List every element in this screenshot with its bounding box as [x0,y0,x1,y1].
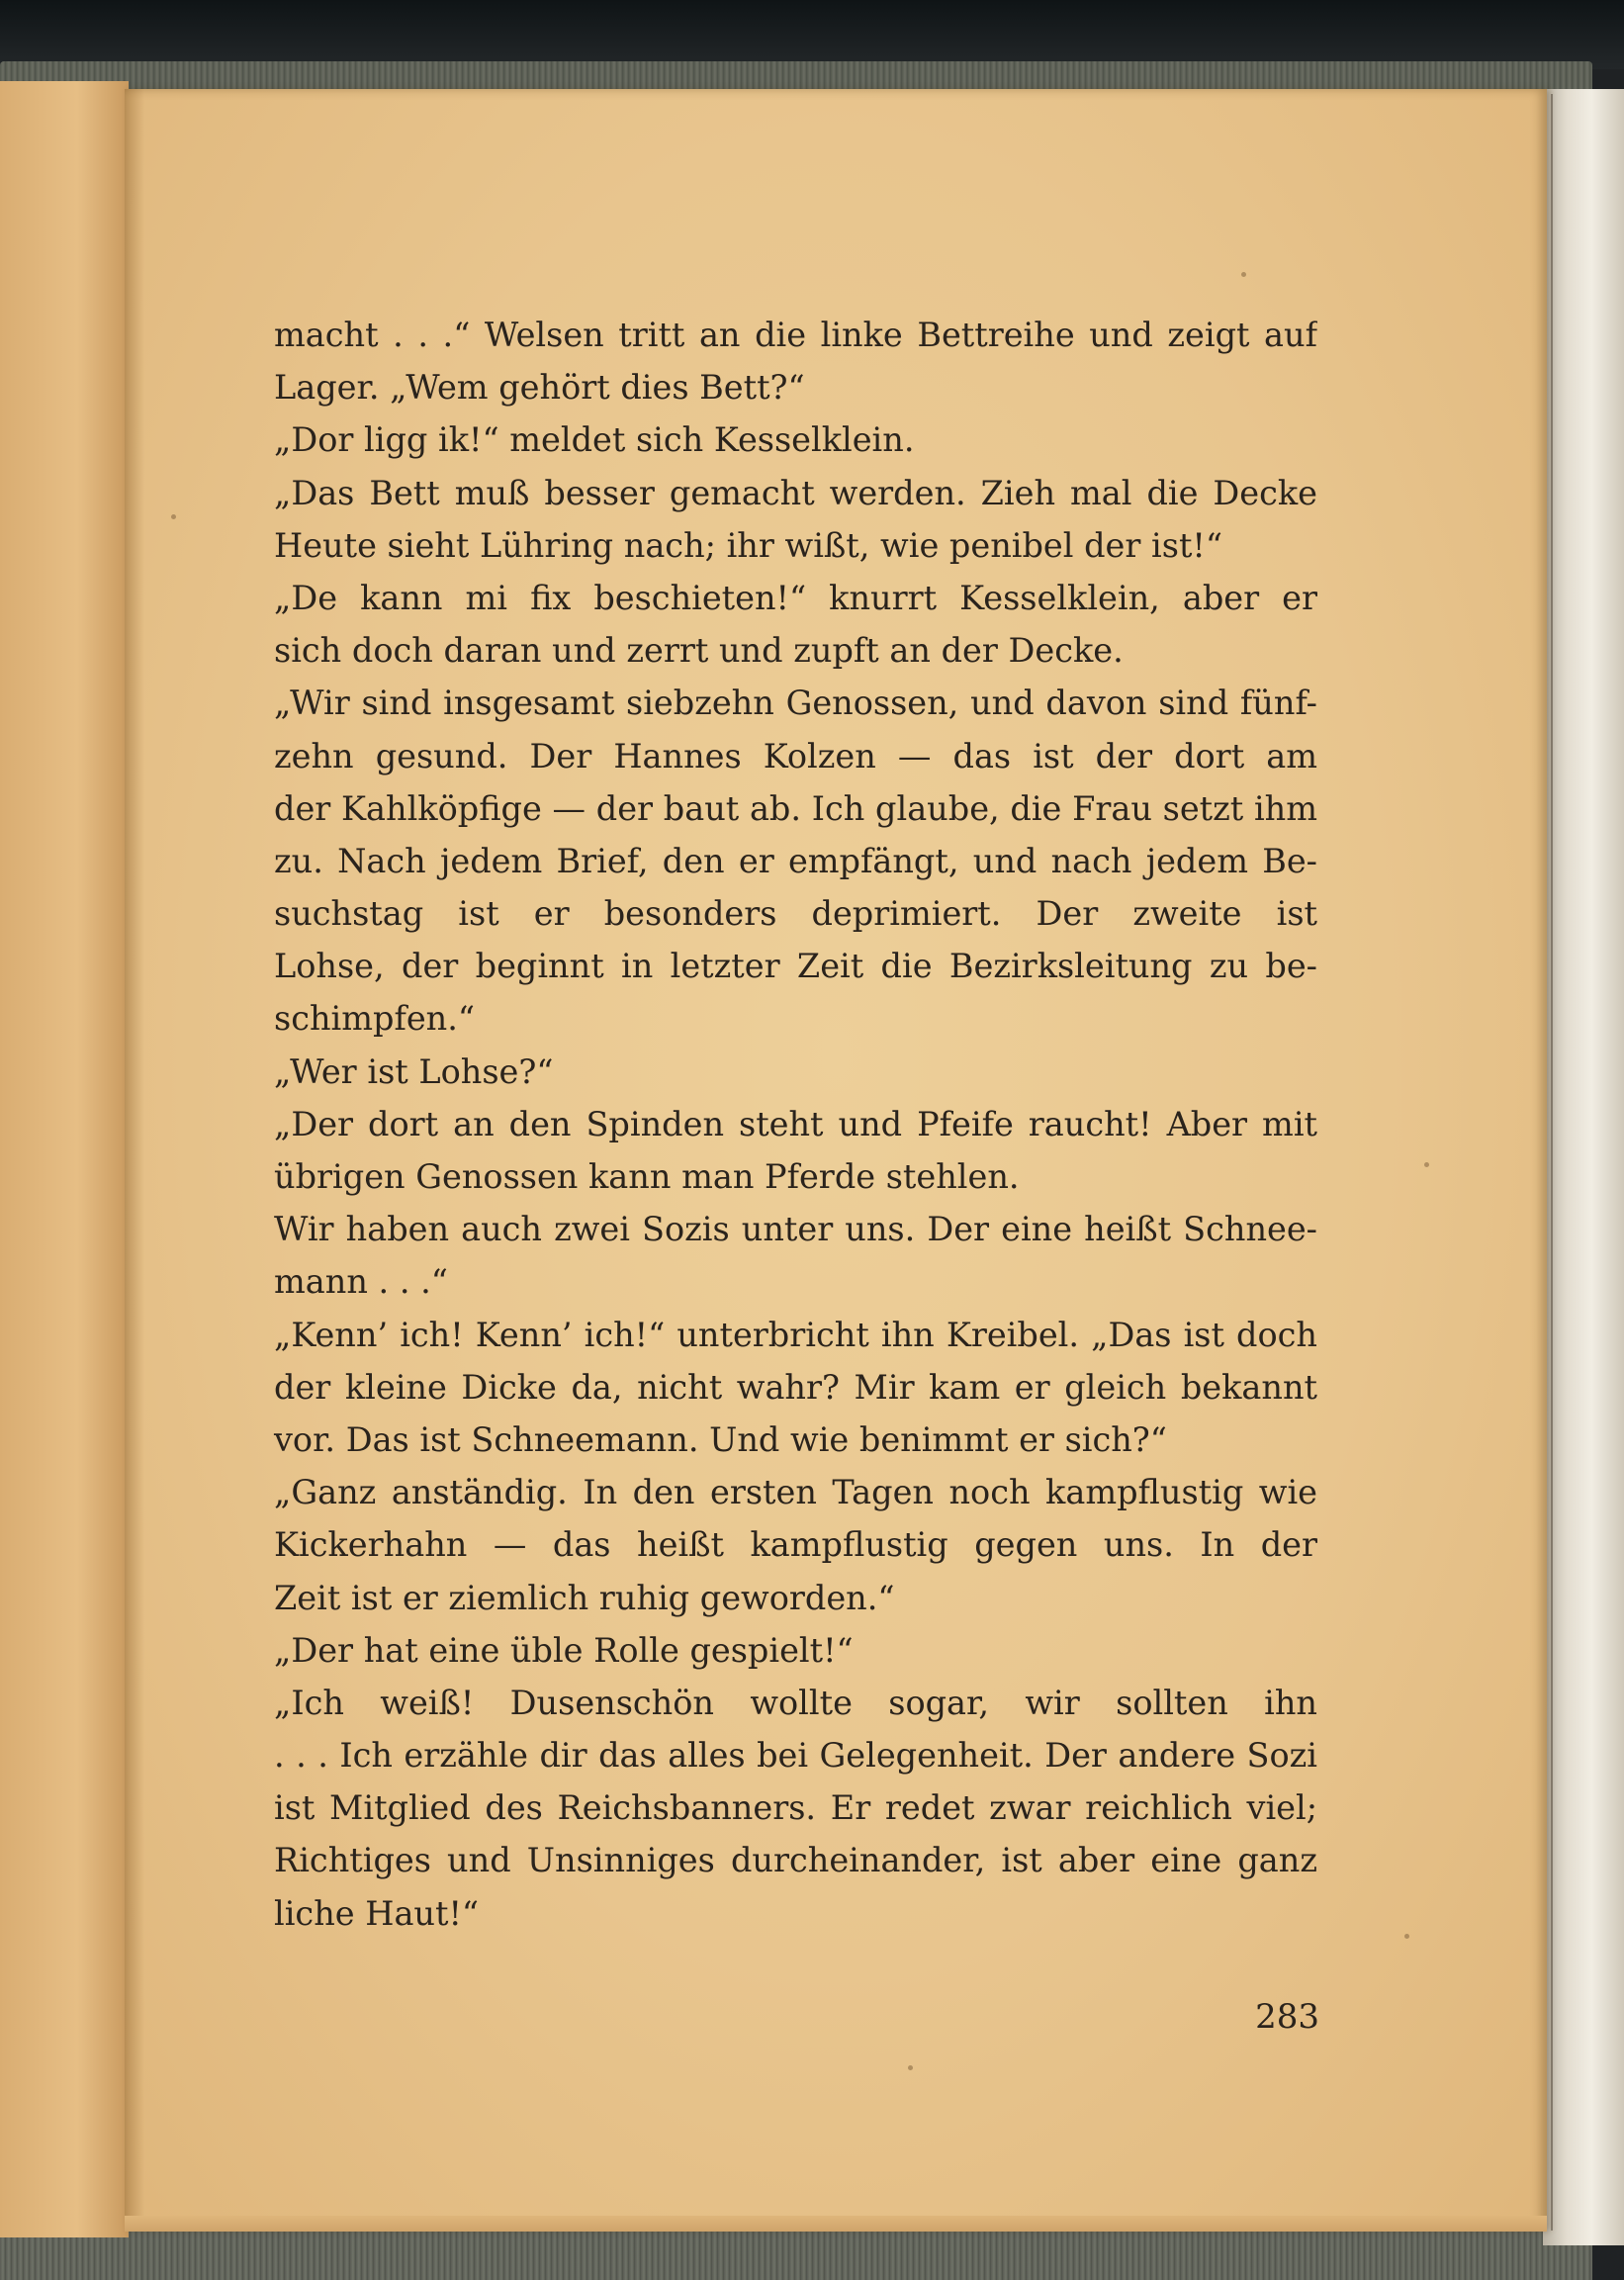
text-line: Zeit ist er ziemlich ruhig geworden.“ [274,1578,895,1617]
text-line: „Ich weiß! Dusenschön wollte sogar, wir sollten ihn [274,1683,1317,1722]
paper-speck [171,514,176,519]
paper-speck [1404,1934,1409,1939]
paper-speck [1241,272,1246,277]
text-line: liche Haut!“ [274,1893,480,1933]
text-line: Lager. „Wem gehört dies Bett?“ [274,368,805,408]
text-line: „Der hat eine üble Rolle gespielt!“ [274,1630,854,1670]
text-line: vor. Das ist Schneemann. Und wie benimmt er sich?“ [274,1419,1167,1459]
text-line: schimpfen.“ [274,999,476,1039]
text-line: mann . . .“ [274,1262,448,1302]
paper-speck [1424,1162,1429,1167]
text-line: ist Mitglied des Reichsbanners. Er redet zwar reichlich viel; [274,1788,1317,1828]
body-text [274,309,1317,1940]
text-line: übrigen Genossen kann man Pferde stehlen. [274,1157,1020,1196]
text-line: der kleine Dicke da, nicht wahr? Mir kam er gleich bekannt [274,1367,1317,1407]
text-line: Kickerhahn — das heißt kampflustig gegen uns. In der [274,1525,1317,1565]
text-line: „Ganz anständig. In den ersten Tagen noch kampflustig wie [274,1473,1317,1512]
text-line: Lohse, der beginnt in letzter Zeit die Bezirksleitung zu be- [274,947,1317,986]
text-line: zu. Nach jedem Brief, den er empfängt, und nach jedem Be- [274,841,1317,880]
facing-page-edge [0,81,129,2237]
page-number: 283 [1255,1997,1319,2037]
text-line: „De kann mi fix beschieten!“ knurrt Kesselklein, aber er [274,578,1317,617]
text-line: Wir haben auch zwei Sozis unter uns. Der eine heißt Schnee- [274,1210,1317,1249]
text-line: „Kenn’ ich! Kenn’ ich!“ unterbricht ihn Kreibel. „Das ist doch [274,1315,1317,1354]
text-line: . . . Ich erzähle dir das alles bei Gelegenheit. Der andere Sozi [274,1736,1317,1776]
page-bottom-edge [125,2216,1547,2232]
page-stack-line [1551,94,1553,2231]
page-stack-edge [1543,89,1624,2245]
text-line: zehn gesund. Der Hannes Kolzen — das ist der dort am [274,736,1317,775]
gutter-shadow [125,89,144,2232]
text-line: macht . . .“ Welsen tritt an die linke Bettreihe und zeigt auf [274,316,1317,354]
text-line: Heute sieht Lühring nach; ihr wißt, wie penibel der ist!“ [274,525,1223,565]
text-line: „Dor ligg ik!“ meldet sich Kesselklein. [274,420,915,460]
text-line: „Der dort an den Spinden steht und Pfeife raucht! Aber mit [274,1104,1317,1143]
background-top-edge [0,0,1624,69]
book-cover-cloth-bottom [0,2224,1592,2280]
text-line: „Wer ist Lohse?“ [274,1051,554,1091]
text-line: suchstag ist er besonders deprimiert. Der zweite ist [274,894,1317,934]
paper-speck [908,2065,913,2070]
text-line: sich doch daran und zerrt und zupft an der Decke. [274,631,1124,671]
text-line: „Das Bett muß besser gemacht werden. Zieh mal die Decke [274,473,1317,512]
text-line: „Wir sind insgesamt siebzehn Genossen, und davon sind fünf- [274,684,1317,723]
text-line: der Kahlköpfige — der baut ab. Ich glaube, die Frau setzt ihm [274,788,1317,828]
text-line: Richtiges und Unsinniges durcheinander, ist aber eine ganz [274,1841,1317,1880]
